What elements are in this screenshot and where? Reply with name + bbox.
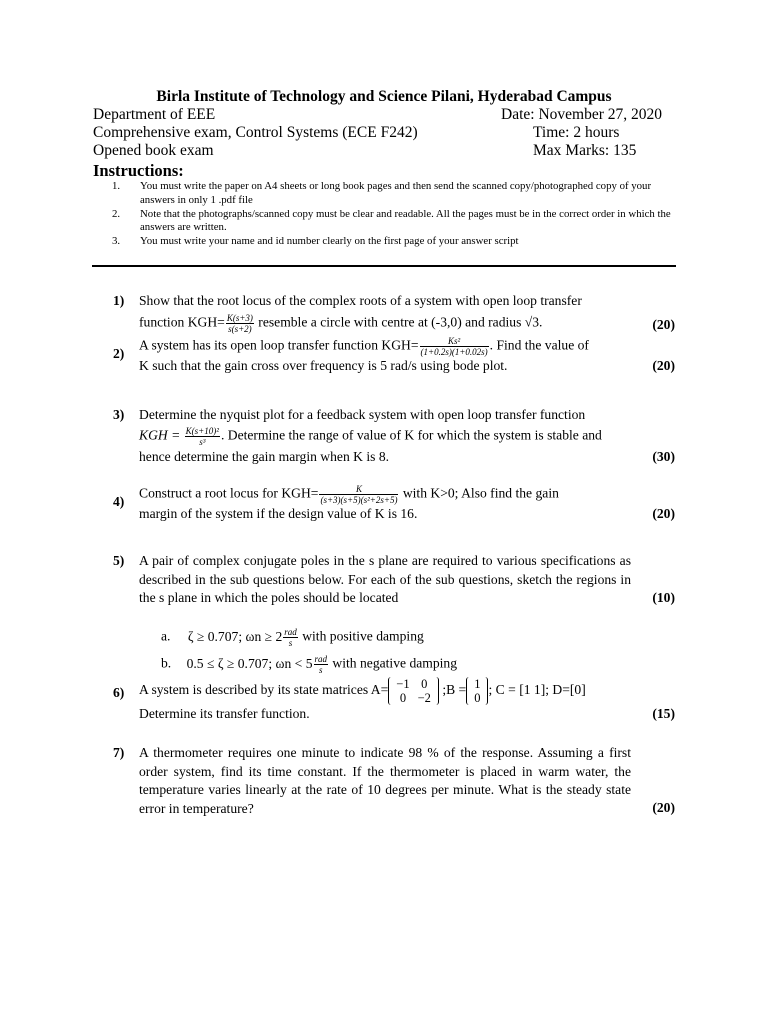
sub-b-fraction <box>314 654 329 675</box>
q2-prefix: A system has its open loop transfer function KGH= <box>139 337 419 353</box>
q4-fraction <box>319 484 398 505</box>
q7-marks: (20) <box>652 800 675 815</box>
instruction-item <box>112 208 682 235</box>
question-6 <box>139 677 675 724</box>
sub-b-condition: 0.5 ≤ ζ ≥ 0.707; ωn < 5 <box>186 655 313 671</box>
sub-a-frac-num: rad <box>284 627 297 637</box>
q3-prefix: KGH = <box>139 427 184 443</box>
instruction-item <box>112 180 682 207</box>
question-number: 4) <box>113 494 125 509</box>
instruction-text: You must write your name and id number clearly on the first page of your answer script <box>140 235 519 248</box>
matrix-a <box>388 677 439 705</box>
exam-mode: Opened book exam <box>93 142 214 159</box>
q4-marks: (20) <box>652 506 675 521</box>
q3-line1: Determine the nyquist plot for a feedback system with open loop transfer function <box>139 407 586 422</box>
q6-line2: Determine its transfer function. <box>139 706 310 721</box>
q3-marks: (30) <box>652 448 675 464</box>
exam-date: Date: November 27, 2020 <box>501 106 662 123</box>
matrix-b <box>466 677 488 705</box>
sub-a-frac-den: s <box>288 638 293 648</box>
question-7 <box>139 744 675 818</box>
q2-suffix: . Find the value of <box>489 337 589 353</box>
question-number: 1) <box>113 293 125 308</box>
question-number: 6) <box>113 685 125 700</box>
q1-suffix: resemble a circle with centre at (-3,0) and radius √3. <box>254 314 543 330</box>
q3-frac-den: s³ <box>199 436 206 447</box>
q4-suffix: with K>0; Also find the gain <box>399 485 559 501</box>
q4-prefix: Construct a root locus for KGH= <box>139 485 319 501</box>
matrix-cell: 1 <box>474 677 481 691</box>
q1-marks: (20) <box>652 316 675 332</box>
instruction-item <box>112 235 682 249</box>
q4-frac-num: K <box>319 484 398 495</box>
matrix-cell: −2 <box>417 691 431 705</box>
q2-line2: K such that the gain cross over frequency is 5 rad/s using bode plot. <box>139 358 508 373</box>
sub-b-suffix: with negative damping <box>329 655 458 671</box>
divider-rule <box>92 265 676 267</box>
sub-a-fraction <box>283 627 298 648</box>
q2-frac-num: Ks² <box>420 336 489 347</box>
sub-b-frac-den: s <box>319 665 323 675</box>
matrix-cell: 0 <box>474 691 481 705</box>
q6-prefix: A system is described by its state matrices A= <box>139 682 389 698</box>
q1-frac-den: s(s+2) <box>228 323 252 334</box>
question-number: 3) <box>113 407 125 422</box>
sub-b-frac-num: rad <box>314 654 328 664</box>
q6-suffix: ; C = [1 1]; D=[0] <box>488 682 586 698</box>
q5-marks: (10) <box>652 590 675 605</box>
q1-frac-num: K(s+3) <box>226 312 253 323</box>
matrix-cell: 0 <box>421 677 428 691</box>
q2-fraction <box>420 336 489 357</box>
matrix-cell: 0 <box>399 691 407 705</box>
sub-label: a. <box>161 628 171 644</box>
q7-text: A thermometer requires one minute to indicate 98 % of the response. Assuming a first order system, find its time constant. If the thermometer is placed in warm water, the temperature varies linearly at the rate of 10 degrees per minute. What is the steady state error in temperature? <box>139 745 631 816</box>
exam-time: Time: 2 hours <box>533 124 620 141</box>
question-number: 5) <box>113 553 125 568</box>
sub-a-condition: ζ ≥ 0.707; ωn ≥ 2 <box>187 628 283 644</box>
instruction-number: 1. <box>112 180 121 192</box>
q3-frac-num: K(s+10)² <box>185 425 219 436</box>
question-2 <box>139 336 675 376</box>
sub-a-suffix: with positive damping <box>298 628 424 644</box>
instruction-number: 2. <box>112 207 121 220</box>
q3-fraction <box>185 426 220 447</box>
matrix-cell: −1 <box>396 677 410 691</box>
question-5 <box>139 552 675 608</box>
question-1-line: Show that the root locus of the complex roots of a system with open loop transfer <box>139 293 582 308</box>
question-number: 7) <box>113 745 125 760</box>
q6-marks: (15) <box>652 706 675 721</box>
question-number: 2) <box>113 346 125 361</box>
institute-title: Birla Institute of Technology and Science Pilani, Hyderabad Campus <box>156 88 612 105</box>
max-marks: Max Marks: 135 <box>533 142 637 159</box>
q5-text: A pair of complex conjugate poles in the s plane are required to various specifications as described in the sub questions below. For each of the sub questions, sketch the regions in the s plane in which the poles should be located <box>139 553 631 605</box>
question-3 <box>139 406 675 466</box>
instruction-text: Note that the photographs/scanned copy must be clear and readable. All the pages must be in the correct order in which the answers are written. <box>140 207 671 234</box>
sub-label: b. <box>161 655 172 671</box>
q5-sub-a <box>161 627 424 648</box>
instruction-number: 3. <box>112 235 121 248</box>
question-4 <box>139 484 675 524</box>
q3-suffix: . Determine the range of value of K for which the system is stable and <box>220 427 602 443</box>
instructions-list <box>112 180 682 249</box>
question-1 <box>139 292 675 334</box>
q6-mid: ;B = <box>438 682 467 698</box>
q1-prefix: function KGH= <box>139 314 225 330</box>
q3-line3: hence determine the gain margin when K is 8. <box>139 448 390 464</box>
instruction-text: You must write the paper on A4 sheets or long book pages and then send the scanned copy/photographed copy of your answers in only 1 .pdf file <box>140 180 652 206</box>
q5-sub-b <box>161 654 457 675</box>
q4-line2: margin of the system if the design value of K is 16. <box>139 506 418 521</box>
q2-marks: (20) <box>652 358 675 373</box>
q2-frac-den: (1+0.2s)(1+0.02s) <box>420 347 488 357</box>
q4-frac-den: (s+3)(s+5)(s²+2s+5) <box>320 495 398 505</box>
q1-fraction <box>226 313 254 334</box>
instructions-heading: Instructions: <box>93 161 184 180</box>
department-label: Department of EEE <box>93 106 216 123</box>
exam-title: Comprehensive exam, Control Systems (ECE F242) <box>93 124 418 141</box>
